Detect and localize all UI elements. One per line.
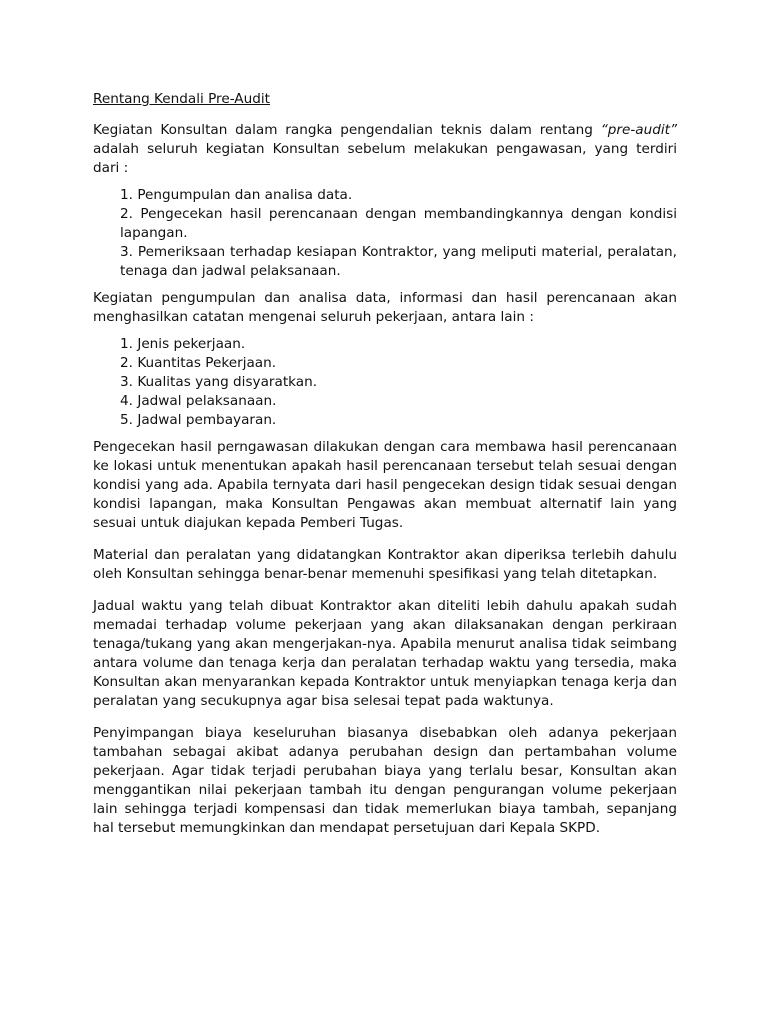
list-item-number: 3. (120, 244, 133, 260)
document-page (93, 90, 677, 851)
work-notes-list (93, 335, 677, 430)
list-item-text: Jenis pekerjaan. (137, 336, 246, 352)
intro-text-after: adalah seluruh kegiatan Konsultan sebelum melakukan pengawasan, yang terdiri dari : (93, 141, 677, 176)
list-item-number: 1. (120, 187, 133, 203)
cost-deviation-paragraph: Penyimpangan biaya keseluruhan biasanya disebabkan oleh adanya pekerjaan tambahan sebagai akibat adanya perubahan design dan pertambahan volume pekerjaan. Agar tidak terjadi perubahan biaya yang terlalu besar, Konsultan akan menggantikan nilai pekerjaan tambah itu dengan pengurangan volume pekerjaan lain sehingga terjadi kompensasi dan tidak memerlukan biaya tambah, sepanjang hal tersebut memungkinkan dan mendapat persetujuan dari Kepala SKPD. (93, 725, 677, 836)
material-check-paragraph: Material dan peralatan yang didatangkan Kontraktor akan diperiksa terlebih dahulu oleh Konsultan sehingga benar-benar memenuhi spesifikasi yang telah ditetapkan. (93, 547, 677, 582)
list-item-text: Kuantitas Pekerjaan. (137, 355, 277, 371)
list-item-number: 2. (120, 355, 133, 371)
list-item (93, 392, 677, 411)
design-check-paragraph: Pengecekan hasil perngawasan dilakukan dengan cara membawa hasil perencanaan ke lokasi untuk menentukan apakah hasil perencanaan tersebut telah sesuai dengan kondisi yang ada. Apabila ternyata dari hasil pengecekan design tidak sesuai dengan kondisi lapangan, maka Konsultan Pengawas akan membuat alternatif lain yang sesuai untuk diajukan kepada Pemberi Tugas. (93, 439, 677, 531)
list-item-text: Pengecekan hasil perencanaan dengan membandingkannya dengan kondisi lapangan. (120, 206, 678, 241)
list-item-number: 2. (120, 206, 133, 222)
list-item-text: Jadwal pembayaran. (137, 412, 277, 428)
intro-emphasis: “pre-audit” (600, 122, 677, 138)
list-item-text: Pengumpulan dan analisa data. (137, 187, 353, 203)
list-item-number: 5. (120, 412, 133, 428)
intro-paragraph (93, 121, 677, 178)
list-item (93, 205, 677, 243)
list-item-number: 1. (120, 336, 133, 352)
list-item-number: 3. (120, 374, 133, 390)
intro-text-before: Kegiatan Konsultan dalam rangka pengendalian teknis dalam rentang (93, 122, 601, 138)
list-item-number: 4. (120, 393, 133, 409)
data-collection-paragraph: Kegiatan pengumpulan dan analisa data, informasi dan hasil perencanaan akan menghasilkan catatan mengenai seluruh pekerjaan, antara lain : (93, 290, 677, 325)
schedule-paragraph: Jadual waktu yang telah dibuat Kontraktor akan diteliti lebih dahulu apakah sudah memadai terhadap volume pekerjaan yang akan dilaksanakan dengan perkiraan tenaga/tukang yang akan mengerjakan-nya. Apabila menurut analisa tidak seimbang antara volume dan tenaga kerja dan peralatan terhadap waktu yang tersedia, maka Konsultan akan menyarankan kepada Kontraktor untuk menyiapkan tenaga kerja dan peralatan yang secukupnya agar bisa selesai tepat pada waktunya. (93, 598, 677, 709)
list-item (93, 354, 677, 373)
list-item (93, 411, 677, 430)
document-title: Rentang Kendali Pre-Audit (93, 91, 270, 107)
list-item-text: Jadwal pelaksanaan. (137, 393, 277, 409)
list-item (93, 243, 677, 281)
list-item (93, 186, 677, 205)
list-item (93, 335, 677, 354)
list-item (93, 373, 677, 392)
activity-list (93, 186, 677, 281)
list-item-text: Kualitas yang disyaratkan. (137, 374, 318, 390)
list-item-text: Pemeriksaan terhadap kesiapan Kontraktor, yang meliputi material, peralatan, tenaga dan jadwal pelaksanaan. (120, 244, 677, 279)
